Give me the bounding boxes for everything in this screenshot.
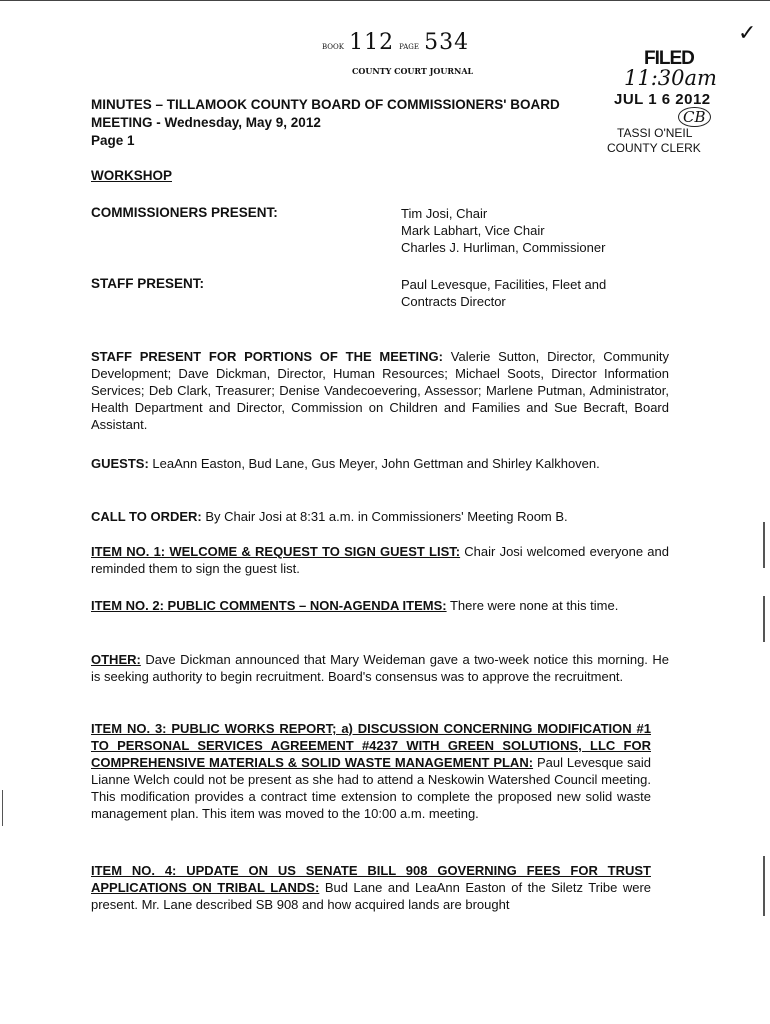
staff-portions-text: Valerie Sutton, Director, Community Development; Dave Dickman, Director, Human Resources; Michael Soots, Director Information Services; Deb Clark, Treasurer; Denise Vandecoevering, Assessor; Marlene Putman, Administrator, Health Department and Director, Commission on Children and Families and Sue Becraft, Board Assistant. — [91, 349, 669, 432]
item4-paragraph — [91, 862, 651, 913]
guests-text: LeaAnn Easton, Bud Lane, Gus Meyer, John Gettman and Shirley Kalkhoven. — [152, 456, 600, 471]
page-label: Page 1 — [91, 133, 135, 148]
commissioners-label: COMMISSIONERS PRESENT: — [91, 205, 278, 220]
page-number: 534 — [424, 30, 470, 55]
clerk-initials: CB — [678, 107, 711, 127]
staff-label: STAFF PRESENT: — [91, 276, 205, 291]
commissioner-name: Tim Josi, Chair — [401, 206, 488, 221]
clerk-name: TASSI O'NEIL — [617, 126, 693, 140]
scan-edge-mark — [2, 790, 3, 826]
commissioner-name: Charles J. Hurliman, Commissioner — [401, 240, 606, 255]
item2-paragraph — [91, 597, 669, 614]
guests-paragraph — [91, 455, 669, 472]
book-prefix: BOOK — [322, 43, 344, 51]
section-title: WORKSHOP — [91, 168, 172, 183]
item2-label: ITEM NO. 2: PUBLIC COMMENTS – NON-AGENDA ITEMS: — [91, 598, 447, 613]
staff-name: Paul Levesque, Facilities, Fleet and — [401, 277, 607, 292]
page-prefix: PAGE — [399, 43, 419, 51]
item3-text: Paul Levesque said Lianne Welch could not be present as she had to attend a Neskowin Watershed Council meeting. This modification provides a contract time extension to complete the proposed new solid waste management plan. This item was moved to the 10:00 a.m. meeting. — [91, 755, 651, 821]
filed-time-handwritten: 11:30am — [624, 66, 717, 90]
item1-label: ITEM NO. 1: WELCOME & REQUEST TO SIGN GUEST LIST: — [91, 544, 461, 559]
book-number: 112 — [349, 30, 395, 55]
scan-edge-mark — [763, 596, 765, 642]
commissioner-name: Mark Labhart, Vice Chair — [401, 223, 545, 238]
filed-stamp: FILED — [644, 48, 694, 69]
clerk-title: COUNTY CLERK — [607, 141, 701, 155]
book-page-stamp — [322, 30, 469, 55]
meeting-date: MEETING - Wednesday, May 9, 2012 — [91, 115, 321, 130]
item3-paragraph — [91, 720, 651, 822]
check-mark: ✓ — [738, 20, 757, 45]
scan-top-border — [0, 0, 770, 1]
call-to-order-paragraph — [91, 508, 669, 525]
minutes-title: MINUTES – TILLAMOOK COUNTY BOARD OF COMMISSIONERS' BOARD — [91, 97, 560, 112]
item4-label: ITEM NO. 4: UPDATE ON US SENATE BILL 908 GOVERNING FEES FOR TRUST APPLICATIONS ON TRIBAL LANDS: — [91, 863, 651, 895]
commissioners-list — [401, 205, 605, 256]
other-paragraph — [91, 651, 669, 685]
staff-name: Contracts Director — [401, 294, 506, 309]
item4-text: Bud Lane and LeaAnn Easton of the Siletz Tribe were present. Mr. Lane described SB 908 and how acquired lands are brought — [91, 880, 651, 912]
staff-portions-label: STAFF PRESENT FOR PORTIONS OF THE MEETING: — [91, 349, 443, 364]
staff-list — [401, 276, 606, 310]
call-to-order-text: By Chair Josi at 8:31 a.m. in Commissioners' Meeting Room B. — [205, 509, 568, 524]
guests-label: GUESTS: — [91, 456, 149, 471]
filed-date: JUL 1 6 2012 — [614, 91, 711, 108]
other-label: OTHER: — [91, 652, 141, 667]
county-court-journal: COUNTY COURT JOURNAL — [352, 66, 474, 76]
item1-paragraph — [91, 543, 669, 577]
other-text: Dave Dickman announced that Mary Weideman gave a two-week notice this morning. He is seeking authority to begin recruitment. Board's consensus was to approve the recruitment. — [91, 652, 669, 684]
scan-edge-mark — [763, 856, 765, 916]
scan-edge-mark — [763, 522, 765, 568]
staff-portions-paragraph — [91, 348, 669, 433]
call-to-order-label: CALL TO ORDER: — [91, 509, 202, 524]
item3-label: ITEM NO. 3: PUBLIC WORKS REPORT; a) DISCUSSION CONCERNING MODIFICATION #1 TO PERSONAL SERVICES AGREEMENT #4237 WITH GREEN SOLUTIONS, LLC FOR COMPREHENSIVE MATERIALS & SOLID WASTE MANAGEMENT PLAN: — [91, 721, 651, 770]
item2-text: There were none at this time. — [449, 598, 619, 613]
item1-text: Chair Josi welcomed everyone and reminded them to sign the guest list. — [91, 544, 669, 576]
